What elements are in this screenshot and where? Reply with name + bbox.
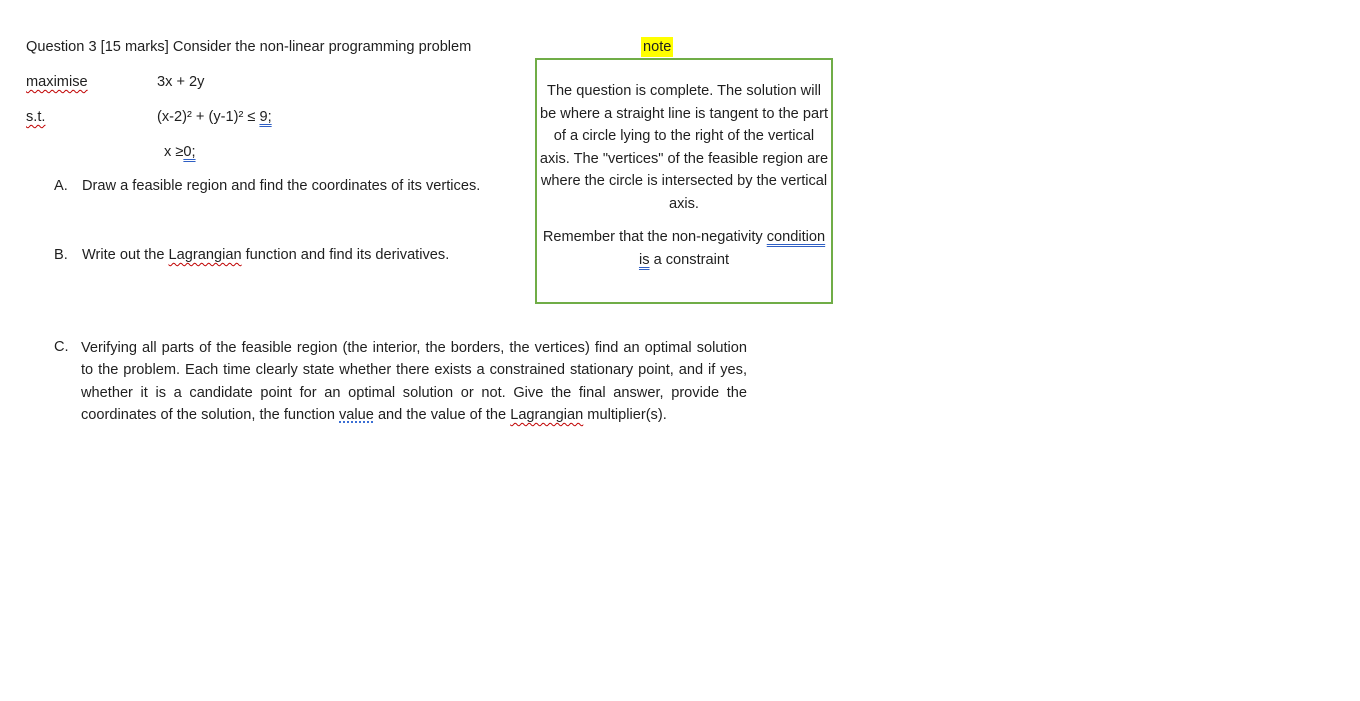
objective-function: 3x + 2y [157,74,205,90]
constraint-nonneg-value: 0; [183,144,196,160]
part-c-label: C. [54,339,69,355]
constraint-circle-prefix: (x-2)² + (y-1)² ≤ [157,109,260,125]
constraint-nonneg [164,143,196,162]
note-paragraph-2-after: a constraint [649,251,730,268]
note-label: note [643,39,672,55]
part-c-text-middle: and the value of the [373,406,511,423]
objective-label: maximise [26,74,88,90]
constraint-circle [157,108,272,127]
part-c-text-after: multiplier(s). [583,406,667,423]
note-paragraph-2-underlined: condition is [638,229,826,268]
part-a-text: Draw a feasible region and find the coordinates of its vertices. [82,178,481,194]
part-b-label: B. [54,247,68,263]
part-c-dotted-word: value [339,406,374,423]
part-c-text [81,337,747,426]
part-c-underlined: Lagrangian [510,406,584,423]
constraint-nonneg-prefix: x ≥ [164,144,184,160]
question-title: Question 3 [15 marks] Consider the non-linear programming problem [26,39,472,55]
part-b-text-before: Write out the [82,247,169,263]
part-c-text-before: Verifying all parts of the feasible region (the interior, the borders, the vertices) find an optimal solution to the problem. Each time clearly state whether there exists a constrained stationary point, and if yes, whether it is a candidate point for an optimal solution or not. Give the final answer, provide the coordinates of the solution, the function [81,340,747,423]
note-paragraph-2 [537,226,831,271]
part-b-text-after: function and find its derivatives. [241,247,450,263]
constraint-circle-value: 9; [259,109,272,125]
part-a [54,177,480,196]
part-b [54,246,449,265]
note-box [535,58,833,304]
note-paragraph-2-before: Remember that the non-negativity [542,229,767,245]
part-a-label: A. [54,178,68,194]
part-b-underlined: Lagrangian [168,247,242,263]
subject-to-label: s.t. [26,109,46,125]
note-paragraph-1: The question is complete. The solution will be where a straight line is tangent to the part of a circle lying to the right of the vertical axis. The "vertices" of the feasible region are where the circle is intersected by the vertical axis. [539,83,829,212]
